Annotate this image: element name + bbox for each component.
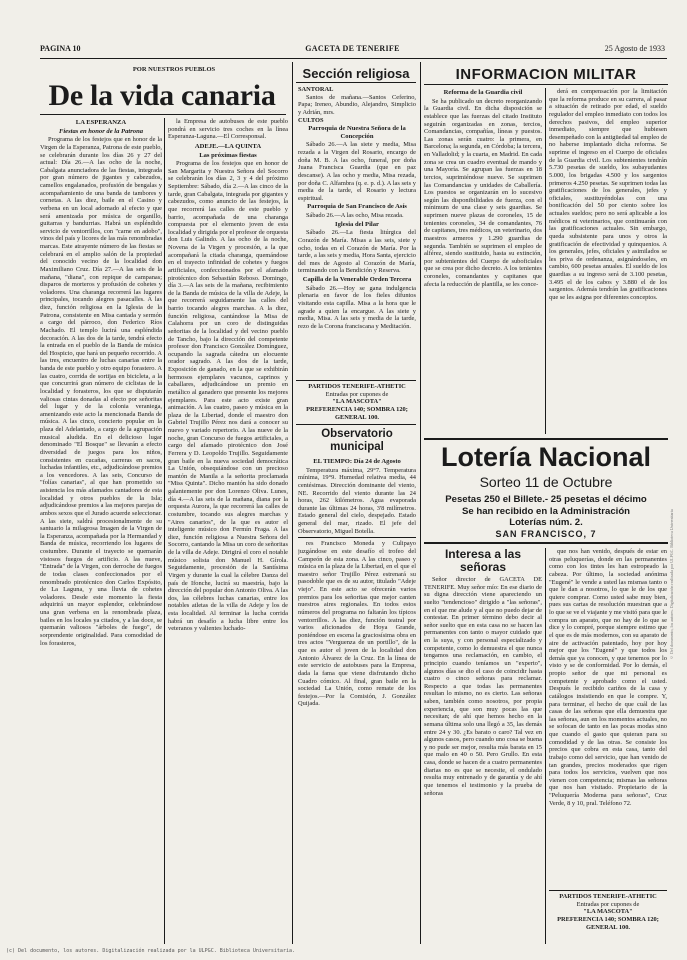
page-number: PAGINA 10 (40, 44, 81, 53)
article-body-cont: la Empresa de autobuses de este pueblo pondrá en servicio tres coches en la línea Esperanza-Laguna.—El Corresponsal. (168, 118, 288, 141)
religious-column (298, 86, 416, 378)
column-divider (420, 62, 421, 944)
headline-rule (40, 114, 286, 115)
weather-text: Temperatura máxima, 29°7. Temperatura mínima, 19°9. Humedad relativa media, 44 centésimas. Dirección dominante del viento, NE. Recorrido del viento durante las 24 horas, 262 kilómetros. Agua evaporada durante las últimas 24 horas, 3'8 milímetros. Estado general del cielo, despejado. Estado general del mar, rizado. El jefe del Observatorio, Miguel Botella. (298, 466, 416, 535)
section-title-esperanza: LA ESPERANZA (75, 119, 127, 126)
parish-text: Sábado 26.—A las ocho, Misa rezada. (306, 212, 404, 219)
parish-text: Sábado 26.—A las siete y media, Misa rezada a la Virgen del Rosario, encargo de doña M. B. A las ocho, funeral, por doña Juana Francisca Guardia (que en paz descanse). A las ocho y media, Misa rezada, por doña C. Alfambra (q. e. p. d.). A las seis y media de la tarde, el Rosario y lectura espiritual. (298, 141, 416, 202)
military-subtitle: Reforma de la Guardia civil (443, 89, 523, 96)
ad-rule (296, 424, 416, 425)
side-credit: © Del documento, los autores. Digitalización realizada por ULPGC. Biblioteca Universitaria (669, 509, 674, 660)
column-divider (545, 88, 546, 434)
ad-line: Entradas por cupones de (576, 900, 640, 908)
letter-title: Interesa a las señoras (444, 547, 522, 574)
article-body: Programa de los festejos que en honor de la Virgen de la Esperanza, Patrona de este pueblo, se celebrarán durante los días 26 y 27 del actual: Día 26.—A las ocho de la noche, Cabalgata anunciadora de las fiestas, integrada por gran número de jigantes y cabezudos, camellos engalanados, profusión de bengalas y acompañamiento de una banda de tambores y cornetas. A las diez, baile en el Casino y verbena en un local adornado al efecto y que será amenizada por música de organillo, guitarras y bandurrias. Habrá un espléndido servicio de ventorrillos, con "carne en adobo", vinos del país y licores de las más renombradas marcas. Este atrayente número de las fiestas se celebrará en el amplio salón de la propiedad del conocido vecino de la localidad don Maximiliano Cruz. Día 27.—A las seis de la mañana, "diana", con repique de campanas; disparos de morteros y profusión de cohetes y voladores. Una charanga recorrerá las lugares principales, tocando alegres pasacalles. A las diez, función religiosa en la Iglesia de la Patrona, consistente en Misa cantada y sermón a cargo del párroco, don Federico Ríos Machado. El templo lucirá una espléndida decoración. A las dos de la tarde, tendrá efecto la entrada en el pueblo de la Banda de música del Hospicio, que hará un pequeño recorrido. A las tres, encuentro de luchas canarias entre la banda de este pueblo y otro equipo forastero. A las cuatro, corrida de sortijas en bicicleta, a la que concurrirá gran número de ciclistas de la localidad y forasteros, los que se disputarán valiosas cintas donadas al efecto por señoritas del lugar y de la colonia veraniega, amenizando este acto la mencionada Banda de música. A las cinco, concierto popular en la plaza del Adelantado, a cargo de la agrupación musical aludida. En el delicioso lugar denominado "El Bosque" se llevarán a efecto diversidad de juegos para los niños, consistentes en cucañas, carreras en sacos, luchadas infantiles, etc., adjudicándose premios a los vencedores. A las seis, Concurso de "folías canarias", al que han prometido su asistencia los más afamados cantadores de esta localidad y otros pueblos de la Isla; adjudicándose premios a las mejores parejas de ambos sexos que el Jurado acuerde seleccionar. A las siete, saldrá procesionalmente de su santuario la milagrosa Imagen de la Virgen de la Esperanza, acompañada por la Hermandad y Banda de música, recorriendo los lugares de costumbre. Durante el trayecto se quemarán vistosos fuegos de artificio. A las nueve, "Entrada" de la Virgen, con derroche de fuegos de todas clases confeccionados por el renombrado pirotécnico don Carlos Expósito, de La Laguna, y una lluvia de cohetes voladores. Desde este momento la fiesta adquirirá un mayor esplendor, celebrándose una gran verbena en la renombrada plaza, bailes en los locales ya citados, y a las doce, se quemarán valiosos "árboles de fuego", de sorprendente originalidad. Para comodidad de los forasteros, (40, 136, 162, 647)
military-text-cont: derá en compensación por la limitación que la reforma produce en su carrera, al pasar a situación de retirado por edad, el sueldo regulador del empleo inmediato con todos los derechos pasivos, del empleo superior inmediato, siempre que hubiesen desempeñado con la antigüedad tal empleo de no haberse implantado dicha reforma. Se suprime el ingreso en el Cuerpo de oficiales de la Guardia civil. Los subtenientes tendrán 5.730 pesetas de sueldo, los subayudantes 5.000, los brigadas 4.500 y los sargentos primeros 4.250 pesetas. Se suprimen todas las gratificaciones de los generales, jefes y oficiales, sustituyéndolas con una bonificación del 50 por ciento sobre los actuales sueldos; pero no será aplicable a los médicos ni veterinarios, que continuarán con las gratificaciones actuales. Sin embargo, queda subsistente para unos y otros la gratificación de efectividad y quinquenios. A los generales, jefes, oficiales y asimilados se les priva de ordenanza, asignándoseles, en cambio, 600 pesetas anuales. El sueldo de los guardias a su ingreso será de 3.100 pesetas, 3.495 el de los cabos y 3.880 el de los sargentos. Además tendrán las gratificaciones que se les asigna por diferentes conceptos. (549, 88, 667, 301)
divider (298, 537, 416, 538)
mascota-ad-2 (549, 893, 667, 941)
column-divider (545, 548, 546, 944)
santoral-text: Santos de mañana.—Santos Ceferino, Papa; Ireneo, Abundio, Alejandro, Simplicio y Adrián, mrs. (298, 93, 416, 116)
parish-title: Iglesia del Pilar (335, 220, 379, 228)
ad-title: PARTIDOS TENERIFE-ATHETIC (308, 383, 406, 390)
parish-text: Sábado 26.—Hoy se gana indulgencia plenaria en favor de los fieles difuntos visitando esta capilla. Misa a la hora que le agrade a quien la encargue. A las siete y media, Misa. A las seis y media de la tarde, rezo de la Corona franciscana y Meditación. (298, 284, 416, 330)
letter-text: Señor director de GACETA DE TENERIFE. Muy señor mío: En ese diario de su digna dirección viene apareciendo un suelto "tendencioso" dirigido a "las señoras", en el que me alude y al que no puedo dejar de contestar. En primer término debo decir al señor suelto que en esta casa no se hacen las permanentes con tanto o mayor cuidado que en la suya, y con personal especializado y competente, como lo demuestra el que nunca tengamos una reclamación, en cambio, el principio cuando teníamos un "experto", algunos días se dio el caso de coincidir hasta cuatro o cinco señoras para reclamar. Respecto a que todas las permanentes resultan lo mismo, no es cierto. Las señoras saben, también como nosotros, por propia experiencia, que son muy pocas las que necesitan; de ahí que hemos hecho en la semana última solo una llegó a 35, las demás entre 24 y 30. ¿Es barato o caro? Tal vez en algunos casos, pero cuando uno cosa se buena y no pude ser mejor, resulta más barata en 15 que malo en 40 o 50. Pero Grullo. En esta casa, donde se hacen de a cuatro permanentes diarias no es que se necesite, el ondulado resulta muy entrenado y de garantía y de ahí que tenemos el testimonio y la prueba de señoras (424, 576, 542, 797)
section-rule (296, 82, 416, 83)
lottery-line: Se han recibido en la Administración (461, 506, 631, 517)
weather-heading: EL TIEMPO: Día 24 de Agosto (313, 458, 401, 465)
military-section-title: INFORMACION MILITAR (455, 66, 637, 83)
section-subtitle-adeje: Las próximas fiestas (199, 151, 257, 159)
column-6 (549, 88, 667, 434)
issue-date: 25 Agosto de 1933 (604, 44, 665, 53)
headline: De la vida canaria (48, 79, 276, 112)
lottery-address: SAN FRANCISCO, 7 (495, 529, 597, 539)
mascota-ad (298, 383, 416, 421)
article-body-adeje: Programa de los festejos que en honor de San Margarita y Nuestra Señora del Socorro se celebrarán los días 2, 3 y 4 del próximo Septiembre: Sábado, día 2.—A las cinco de la tarde, gran Cabalgata, integrada por gigantes y cabezudos, como anuncio de las festejos, la que recorrerá las calles de este pueblo y barrio, acompañada de una charanga compuesta por el elemento joven de esta localidad y dirigida por el profesor de orquesta don Luis Galindo. A las ocho de la noche, Novena de la Virgen y procesión, a la que acompañará la citada charanga, quemándose en el trayecto infinidad de cohetes y fuegos artificiales, confeccionados por el afamado pirotécnico don Sebastián Reboso. Domingo, día 3.—A las seis de la mañana, recibimiento de la Banda de música de la villa de Adeje, la que recorrerá seguidamente las calles del barrio tocando alegres marchas. A la diez, función religiosa, cantándose la Misa de Calahorra por un coro de distinguidas señoritas de la localidad y del vecino pueblo de Tancho, bajo la dirección del competente profesor don Francisco González Domínguez, ocupando la sagrada cátedra un elocuente orador sagrado. A las dos de la tarde, Exposición de ganado, en la que se exhibirán hermosos ejemplares vacunos, caprinos y caballares, adjudicándose un premio en metálico al ganadero que presente los mejores ejemplares. Para este acto existe gran animación. A las cuatro, paseo y música en la plaza de la Libertad, donde el maestro don Gabriel Trujillo Pérez nos dará a conocer su nuevo y variado repertorio. A las nueve de la noche, gran Concurso de fuegos artificiales, a cargo del afamado pirotécnico don José Ferrera y D. Leopoldo Trujillo. Seguidamente gran baile en la nueva sociedad democrática La Unión, obsequiándose con un precioso mantón de Manila a la señorita proclamada "Miss Quinta". Dicho mantón ha sido donado galantemente por don Lorenzo Oliva. Lunes, día 4.—A las seis de la mañana, diana por la orquesta Aurora, la que recorrerá las calles de costumbre, tocando sus alegres marchas y "Aires canarios", de la que es autor el inteligente músico don Fermín Fraga. A las diez, función religiosa a Nuestra Señora del Socorro, cantando la Misa un coro de señoritas de la villa de Adeje. Dirigirá el coro el notable músico solista don Manuel H. Gírola. Seguidamente, procesión de la Santísima Virgen y durante la cual la célebre Danza del país de Ifonche, lucirá su maestría, bajo la dirección del popular don Antonio Oliva. A las dos, las célebres luchas canarias, entre los notables atletas de la villa de Adeje y los de esta localidad. Al terminar la lucha corrida habrá un desafío a lucha libre entre los veteranos y valientes luchado- (168, 160, 288, 633)
column-2 (168, 118, 288, 944)
column-5 (424, 88, 542, 434)
header-rule (40, 58, 667, 59)
page-header (40, 44, 665, 58)
section-subtitle-esperanza: Fiestas en honor de la Patrona (58, 127, 144, 135)
footer-credit: (c) Del documento, los autores. Digitalización realizada por la ULPGC. Biblioteca Universitaria. (6, 948, 295, 954)
observatory-column (298, 457, 416, 943)
column-7 (424, 576, 542, 944)
ad-border (424, 438, 668, 440)
section-rule (424, 84, 668, 85)
parish-title: Parroquia de Nuestra Señora de la Concepción (308, 125, 406, 140)
lottery-draw: Sorteo 11 de Octubre (479, 474, 613, 490)
column-1 (40, 118, 162, 944)
parish-text: Sábado 26.—La fiesta litúrgica del Corazón de María. Misas a las seis, siete y ocho, todas en el Corazón de María. Por la tarde, a las seis y media, Hora Santa, ejercicio del mes de Agosto al Corazón de María, terminando con la Bendición y Reserva. (298, 229, 416, 275)
column-divider (292, 62, 293, 944)
parish-title: Capilla de la Venerable Orden Tercera (302, 276, 412, 283)
letter-text-cont: que nos han venido, después de estar en otras peluquerías, donde en las permanentes como con los tintes les han estropeado la cabeza. Por último, la sociedad anónima "Eugené" le vende a usted las mismas tanto o que le dan a nosotros, lo que le de los que quiere comprar. Como usted sabe muy bien, pues sus cartas de resolución muestran que a lo que se ve el viajante y me visitó para que le compra un aparato, que no hay de lo que se dice y lo compré, porque siempre estimo que el que es de más modernos, con su aparato de aire de activación patentado, hoy por hoy mejor que los "Eugené" y que todos los demás que ya conocen, y que tenemos por lo visto y se de conformidad. Por lo demás, el propio señor de que mi personal es competente y aprobado como el usted. Después le recibido cariños de la casa y catálogos insistiendo en que le compre. Y, para terminar, el hecho de que cuál de las casas de las señoras que ella demuestra que las señoras, aun en los momentos actuales, no se sofocan de tanto en las pocas modas sino que cuando el gasto que quieran para su comodidad y de las otras. Se consiste los precios que cobra en esta casa, tanto del trabajo como del servicio, que han venido de tan grandes, precios moderados que rigen para todos los servicios, vuelven que nos vienen con competencia; mismas las señoras que nos han visitado. Propietario de la "Peluquería Moderna para señoras", Cruz Verde, 8 y 10, pral. Teléfono 72. (549, 548, 667, 807)
lottery-title: Lotería Nacional (440, 442, 652, 472)
kicker: POR NUESTROS PUEBLOS (132, 66, 216, 73)
ad-border (424, 542, 668, 544)
ad-rule (549, 890, 667, 891)
santoral-label: SANTORAL (298, 86, 334, 93)
cultos-label: CULTOS (298, 116, 324, 124)
ad-line: PREFERENCIA 140; SOMBRA 120; GENERAL 100. (557, 915, 659, 931)
ad-line: "LA MASCOTA" (332, 398, 382, 406)
ad-rule (296, 380, 416, 381)
parish-title: Parroquia de San Francisco de Asís (307, 203, 407, 211)
ad-line: "LA MASCOTA" (583, 908, 633, 916)
ad-line: PREFERENCIA 140; SOMBRA 120; GENERAL 100. (306, 405, 408, 421)
column-8 (549, 548, 667, 888)
ad-title: PARTIDOS TENERIFE-ATHETIC (559, 893, 657, 900)
observatory-title: Observatorio municipal (321, 428, 393, 453)
religious-section-title: Sección religiosa (302, 66, 410, 81)
adeje-continued: res Francisco Moneda y Culipayo juzgándose en este desafío el trofeo del Campeón de esta zona. A las cinco, paseo y música en la plaza de la Libertad, en el que el maestro señor Trujillo Pérez estrenará su pasodoble que es de su autor, titulado "Adeje viejo". En este acto se ofrecerán varios premios para los señoritas que mejor canten nuestros aires regionales. En todos estos números del programa no faltarán los típicos ventorrillos. A las diez, función teatral por varios aficionados de Hoya Grande, poniéndose en escena la graciosísima obra en tres actos "Verguenza de un portillo", de la que es autor el joven de la localidad don Antonio Álvarez de la Cruz. En la línea de este servicio de autobuses para la Empresa, dada la fama que viene disfrutando dicho Cuadro cómico. Al final, gran baile en la sociedad La Unión, como remate de los festejos.—Por la Comisión, J. González Quijada. (298, 540, 416, 708)
ad-line: Entradas por cupones de (325, 390, 389, 398)
lottery-prices: Pesetas 250 el Billete.- 25 pesetas el décimo (445, 494, 647, 505)
lottery-line: Loterías núm. 2. (509, 517, 583, 528)
masthead: GACETA DE TENERIFE (305, 44, 400, 53)
section-title-adeje: ADEJE.—LA QUINTA (194, 142, 262, 150)
column-divider (164, 118, 165, 944)
military-text: Se ha publicado un decreto reorganizando la Guardia civil. En dicha disposición se establece que las fuerzas del citado Instituto seguirán organizadas en zonas, tercios, Comandancias, compañías, líneas y puestos. Las zonas serán cuatro: la primera, en Barcelona; la segunda, en Córdoba; la tercera, en Valladolid; y la cuarta, en Madrid. En cada zona se crea un cuadro eventual de mando y una Mayoría. Se agrupan las fuerzas en 18 tercios, suprimiéndose nueve. Se suprimen las Comandancias y unidades de Caballería. Los puestos se organizarán en lo sucesivo según las disponibilidades de fuerza, con el mínimum de una clase y seis guardias. Se suprimen nueve plazas de coroneles, 15 de tenientes coroneles, 34 de comandantes, 76 de capitanes, tres médicos, un veterinario, dos maestros armeros y 1.290 guardias de segunda. También se suprimen el empleo de alférez, siendo sustituido, hasta su extinción, por subtenientes del Cuerpo de suboficiales que se crea por dicho decreto. A los tenientes coroneles, comandantes y capitanes que afecta la reducción de plantilla, se les conce- (424, 97, 542, 288)
